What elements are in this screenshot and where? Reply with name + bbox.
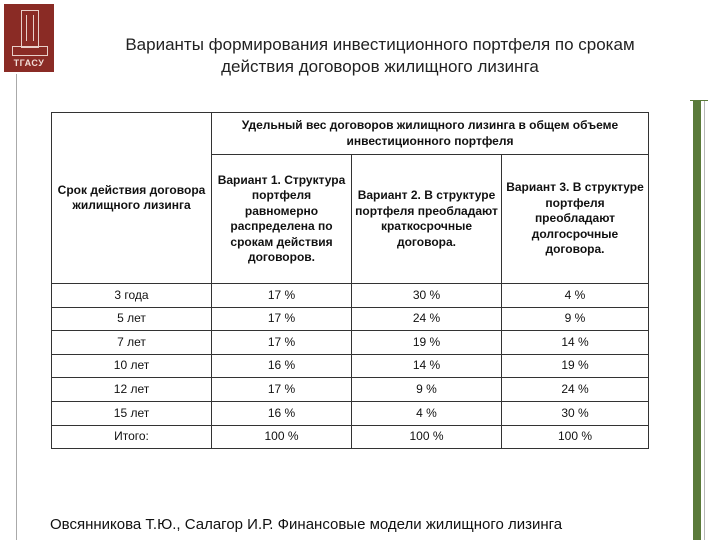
variant-1-cell: 17 % <box>212 307 352 331</box>
variant-3-cell: 30 % <box>502 401 649 425</box>
term-cell: 5 лет <box>52 307 212 331</box>
right-decor-line <box>704 100 705 540</box>
variant-1-cell: 17 % <box>212 331 352 355</box>
right-decor-bar <box>693 100 701 540</box>
table-row <box>52 378 649 402</box>
variant-1-cell: 17 % <box>212 284 352 308</box>
variant-3-cell: 14 % <box>502 331 649 355</box>
term-cell: 3 года <box>52 284 212 308</box>
right-decor-tick <box>690 100 708 101</box>
table-row <box>52 331 649 355</box>
variant-3-cell: 19 % <box>502 354 649 378</box>
university-logo <box>4 4 54 72</box>
term-cell: 10 лет <box>52 354 212 378</box>
term-cell: 12 лет <box>52 378 212 402</box>
tower-emblem-icon <box>21 10 39 48</box>
variant-1-cell: 100 % <box>212 425 352 449</box>
logo-text: ТГАСУ <box>13 58 45 68</box>
source-footer: Овсянникова Т.Ю., Салагор И.Р. Финансовые модели жилищного лизинга <box>50 516 563 533</box>
variant-2-cell: 4 % <box>352 401 502 425</box>
title-line-2: действия договоров жилищного лизинга <box>221 57 539 76</box>
variant-2-cell: 100 % <box>352 425 502 449</box>
variant-3-cell: 9 % <box>502 307 649 331</box>
variant-2-cell: 14 % <box>352 354 502 378</box>
variant-2-cell: 24 % <box>352 307 502 331</box>
table-row <box>52 401 649 425</box>
variant-3-header: Вариант 3. В структуре портфеля преобладают долгосрочные договора. <box>502 155 649 284</box>
variant-1-header: Вариант 1. Структура портфеля равномерно распределена по срокам действия договоров. <box>212 155 352 284</box>
variant-1-cell: 16 % <box>212 354 352 378</box>
variant-2-cell: 19 % <box>352 331 502 355</box>
portfolio-table <box>51 112 649 449</box>
table-row-total <box>52 425 649 449</box>
variant-3-cell: 24 % <box>502 378 649 402</box>
table-row <box>52 307 649 331</box>
share-group-header: Удельный вес договоров жилищного лизинга в общем объеме инвестиционного портфеля <box>212 113 649 155</box>
title-line-1: Варианты формирования инвестиционного портфеля по срокам <box>125 35 635 54</box>
term-cell: 7 лет <box>52 331 212 355</box>
variant-1-cell: 17 % <box>212 378 352 402</box>
term-cell: Итого: <box>52 425 212 449</box>
variant-2-header: Вариант 2. В структуре портфеля преобладают краткосрочные договора. <box>352 155 502 284</box>
variant-3-cell: 4 % <box>502 284 649 308</box>
variant-1-cell: 16 % <box>212 401 352 425</box>
variant-3-cell: 100 % <box>502 425 649 449</box>
term-cell: 15 лет <box>52 401 212 425</box>
table-row <box>52 354 649 378</box>
variant-2-cell: 30 % <box>352 284 502 308</box>
left-divider <box>16 74 17 540</box>
table-row <box>52 284 649 308</box>
slide-title <box>60 34 700 78</box>
variant-2-cell: 9 % <box>352 378 502 402</box>
term-column-header: Срок действия договора жилищного лизинга <box>52 113 212 284</box>
